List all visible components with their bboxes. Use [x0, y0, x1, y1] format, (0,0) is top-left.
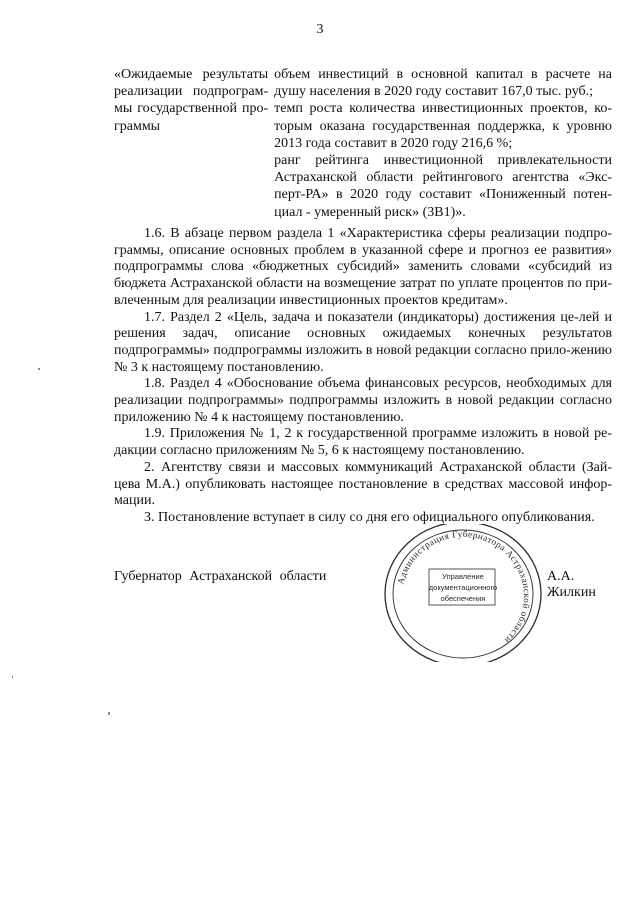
- paragraph-1-6: 1.6. В абзаце первом раздела 1 «Характеристика сферы реализации подпро-граммы, описание основных проблем в указанной сфере и прогноз ее развития» подпрограммы слова «бюджетных субсидий» заменить словами «субсидий из бюджета Астраханской области на возмещение затрат по уплате процентов по при-влеченным для реализации инвестиционных проектов кредитам».: [114, 226, 612, 308]
- expected-results-table: [114, 66, 612, 221]
- official-seal-stamp: [366, 524, 560, 662]
- results-line-2: темп роста количества инвестиционных проектов, ко-торым оказана государственная поддержка, к уровню 2013 года составит в 2020 году 216,6 %;: [274, 101, 612, 151]
- results-label: «Ожидаемые результаты реализации подпрограм-мы государственной про-граммы: [114, 67, 269, 134]
- paragraph-1-7: 1.7. Раздел 2 «Цель, задача и показатели (индикаторы) достижения це-лей и решения задач, описание основных ожидаемых конечных результатов подпрограммы» подпрограммы изложить в новой редакции согласно прило-жению № 3 к настоящему постановлению.: [114, 309, 612, 375]
- results-label-cell: [114, 66, 268, 221]
- scan-speck: [38, 368, 40, 370]
- scan-speck: [108, 712, 110, 715]
- paragraph-1-8: 1.8. Раздел 4 «Обоснование объема финансовых ресурсов, необходимых для реализации подпрограммы» подпрограммы изложить в новой редакции согласно приложению № 4 к настоящему постановлению.: [114, 376, 612, 425]
- signatory-name: А.А. Жилкин: [547, 569, 596, 600]
- results-line-3: ранг рейтинга инвестиционной привлекательности Астраханской области рейтингового агентства «Экс-перт-РА» в 2020 году составит «Пониженный потен-циал - умеренный риск» (3В1)».: [274, 153, 612, 220]
- results-line-1: объем инвестиций в основной капитал в расчете на душу населения в 2020 году составит 167,0 тыс. руб.;: [274, 67, 612, 100]
- paragraph-3: 3. Постановление вступает в силу со дня его официального опубликования.: [144, 509, 595, 525]
- page-number: 3: [316, 22, 324, 37]
- seal-outer-ring: [385, 524, 541, 662]
- results-values-cell: [268, 66, 612, 221]
- body-text: [114, 226, 612, 527]
- seal-center-line-3: обеспечения: [440, 594, 486, 603]
- seal-ring-text: Администрация Губернатора Астраханской области: [395, 528, 533, 646]
- scan-speck: [12, 676, 13, 678]
- seal-center-line-1: Управление: [442, 572, 484, 581]
- paragraph-2: 2. Агентству связи и массовых коммуникаций Астраханской области (Зай-цева М.А.) опубликовать настоящее постановление в средствах массовой инфор-мации.: [114, 459, 612, 509]
- paragraph-1-9: 1.9. Приложения № 1, 2 к государственной программе изложить в новой ре-дакции согласно приложениям № 5, 6 к настоящему постановлению.: [114, 426, 612, 459]
- seal-center-line-2: документационного: [428, 583, 498, 592]
- signatory-title: Губернатор Астраханской области: [114, 569, 327, 584]
